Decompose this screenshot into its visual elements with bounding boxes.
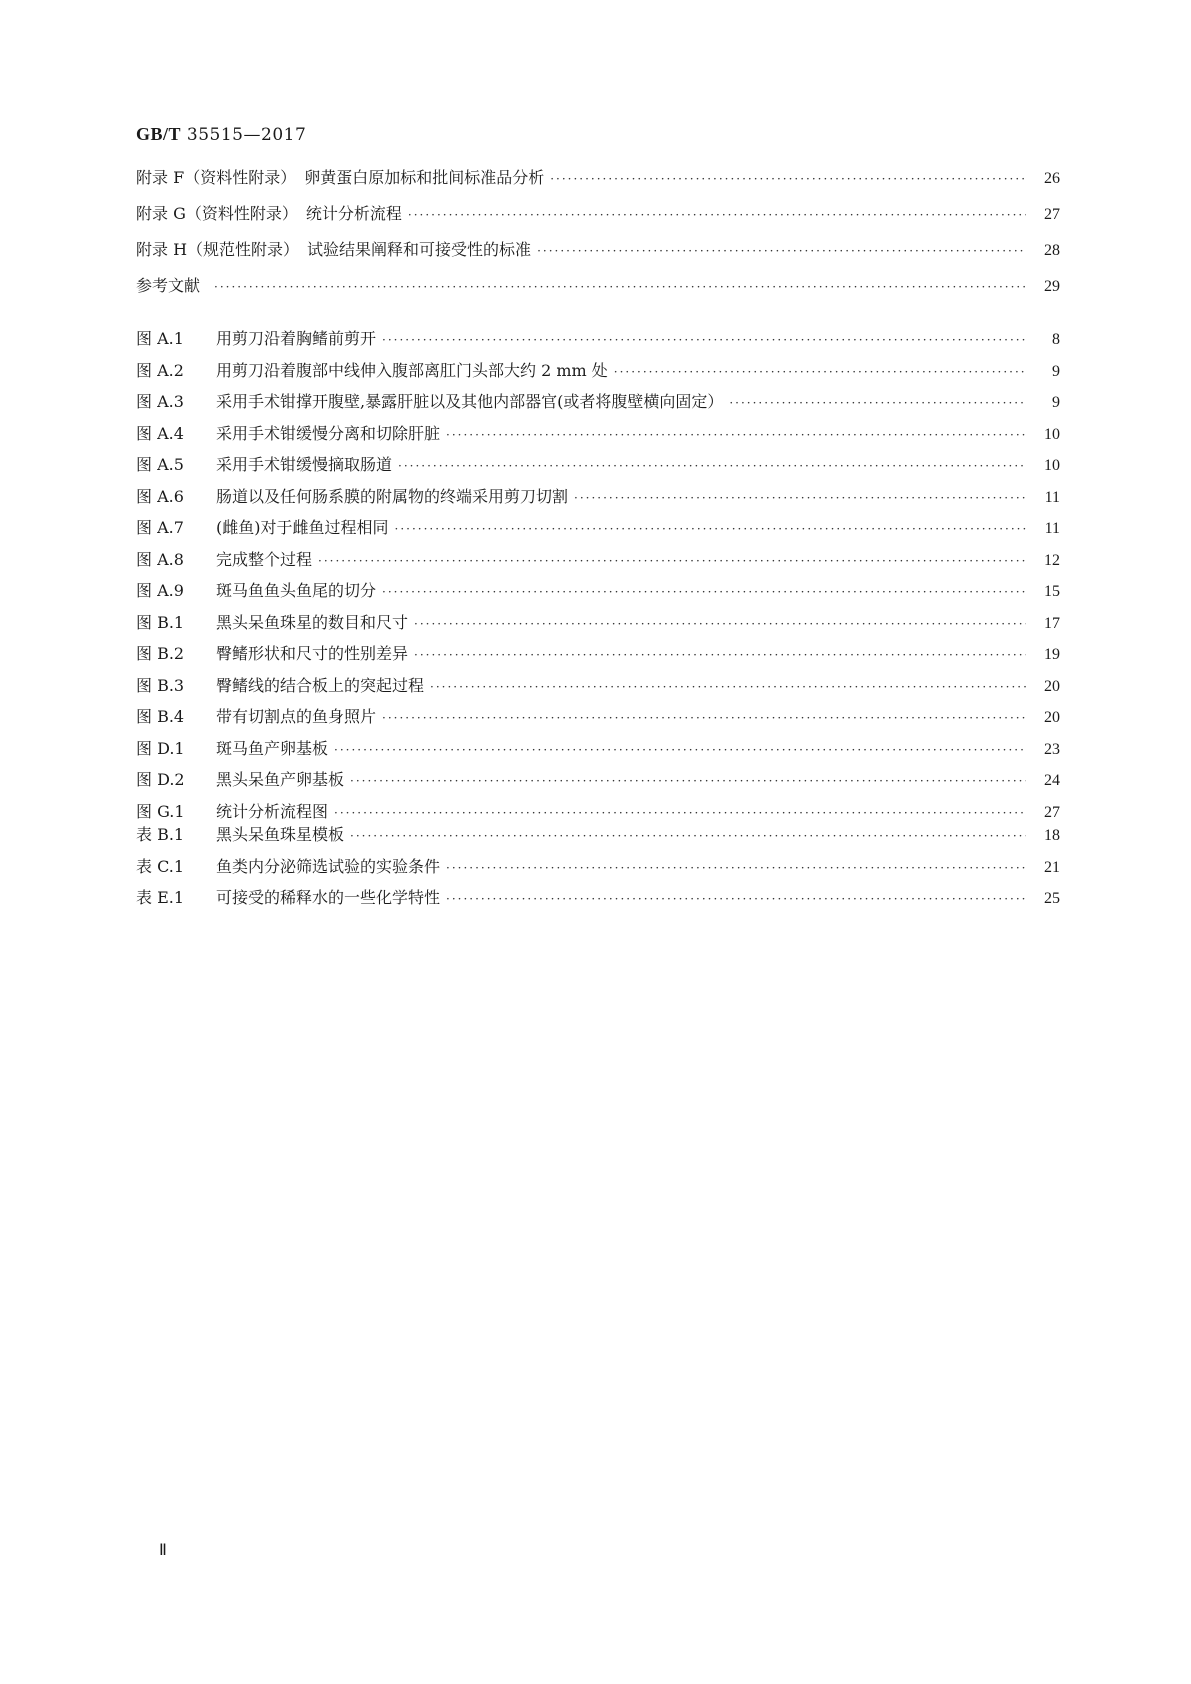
toc-entry[interactable] <box>136 201 1060 237</box>
toc-entry-title: 肠道以及任何肠系膜的附属物的终端采用剪刀切割 <box>216 486 569 506</box>
toc-entry-label: 表 B.1 <box>136 825 185 844</box>
toc-leader-dots <box>395 522 1027 536</box>
toc-entry[interactable] <box>136 885 1060 917</box>
toc-entry-label: 图 A.9 <box>136 581 184 600</box>
toc-entry-label: 图 A.1 <box>136 329 184 348</box>
page-number-roman: Ⅱ <box>159 1542 167 1559</box>
toc-entry[interactable] <box>136 515 1060 547</box>
toc-entry-label: 附录 H（规范性附录） <box>136 240 300 259</box>
toc-entry[interactable] <box>136 547 1060 579</box>
toc-entry-title: 黑头呆鱼产卵基板 <box>216 770 345 789</box>
toc-entry-label: 表 C.1 <box>136 856 185 876</box>
toc-entry-page: 21 <box>1044 858 1060 876</box>
toc-entry-page: 29 <box>1044 278 1060 295</box>
toc-entry-label: 图 A.7 <box>136 518 184 537</box>
toc-entry-title: 卵黄蛋白原加标和批间标准品分析 <box>304 168 545 187</box>
toc-entry-page: 10 <box>1044 457 1060 474</box>
toc-entry-page: 11 <box>1044 520 1060 537</box>
toc-leader-dots <box>729 396 1026 410</box>
toc-entry-title: 用剪刀沿着腹部中线伸入腹部离肛门头部大约 2 mm 处 <box>216 360 608 380</box>
toc-leader-dots <box>550 172 1026 186</box>
toc-entry-page: 28 <box>1044 242 1060 259</box>
toc-entry-title: 可接受的稀释水的一些化学特性 <box>216 888 441 907</box>
toc-leader-dots <box>382 585 1026 599</box>
toc-entry-page: 20 <box>1044 709 1060 726</box>
toc-entry[interactable] <box>136 421 1060 453</box>
toc-entry-title: 用剪刀沿着胸鳍前剪开 <box>216 329 377 348</box>
toc-entry-title: 统计分析流程图 <box>216 801 329 821</box>
toc-entry-page: 9 <box>1052 394 1060 411</box>
toc-entry-title: 带有切割点的鱼身照片 <box>216 707 377 726</box>
toc-entry-label: 图 B.3 <box>136 675 185 695</box>
toc-entry-label: 图 B.1 <box>136 612 185 632</box>
toc-entry-label: 图 D.2 <box>136 770 185 789</box>
toc-entry-label: 图 A.3 <box>136 392 184 411</box>
toc-entry-page: 8 <box>1052 331 1060 348</box>
toc-entry[interactable] <box>136 452 1060 484</box>
toc-leader-dots <box>350 829 1026 843</box>
toc-entry-page: 23 <box>1044 740 1060 758</box>
toc-entry-label: 图 A.5 <box>136 455 184 474</box>
toc-entry[interactable] <box>136 704 1060 736</box>
document-header <box>136 124 306 145</box>
toc-entry[interactable] <box>136 736 1060 768</box>
toc-entry-title: 完成整个过程 <box>216 549 313 569</box>
toc-entry[interactable] <box>136 484 1060 516</box>
toc-entry-page: 19 <box>1044 646 1060 663</box>
toc-leader-dots <box>430 680 1026 694</box>
toc-entry-title: 统计分析流程 <box>305 204 402 223</box>
toc-leader-dots <box>537 244 1026 258</box>
toc-appendix-list <box>136 165 1060 309</box>
toc-leader-dots <box>214 280 1026 294</box>
toc-entry-label: 图 B.2 <box>136 644 185 663</box>
toc-leader-dots <box>414 617 1026 631</box>
toc-leader-dots <box>334 806 1026 820</box>
toc-entry-page: 11 <box>1044 488 1060 506</box>
toc-entry[interactable] <box>136 610 1060 642</box>
toc-entry-label: 参考文献 <box>136 276 201 295</box>
toc-entry-page: 20 <box>1044 677 1060 695</box>
toc-leader-dots <box>334 743 1026 757</box>
toc-entry-label: 图 A.4 <box>136 423 184 443</box>
toc-entry-title: 采用手术钳撑开腹壁,暴露肝脏以及其他内部器官(或者将腹壁横向固定） <box>216 392 724 411</box>
toc-entry-page: 9 <box>1052 362 1060 380</box>
toc-entry-page: 17 <box>1044 614 1060 632</box>
toc-leader-dots <box>414 648 1026 662</box>
toc-entry-page: 25 <box>1044 890 1060 907</box>
toc-entry-page: 26 <box>1044 170 1060 187</box>
toc-entry-page: 27 <box>1044 206 1060 223</box>
toc-entry-title: 黑头呆鱼珠星模板 <box>216 825 345 844</box>
toc-entry[interactable] <box>136 767 1060 799</box>
toc-leader-dots <box>382 333 1026 347</box>
toc-entry-page: 24 <box>1044 772 1060 789</box>
toc-entry-label: 表 E.1 <box>136 888 185 907</box>
toc-entry-title: 斑马鱼鱼头鱼尾的切分 <box>216 581 377 600</box>
toc-figure-list <box>136 326 1060 830</box>
toc-entry-page: 12 <box>1044 551 1060 569</box>
toc-entry-title: 斑马鱼产卵基板 <box>216 738 329 758</box>
toc-entry-label: 图 A.8 <box>136 549 184 569</box>
toc-table-list <box>136 822 1060 917</box>
toc-leader-dots <box>318 554 1026 568</box>
standard-number: 35515—2017 <box>186 125 307 145</box>
toc-entry-page: 10 <box>1044 425 1060 443</box>
toc-leader-dots <box>382 711 1026 725</box>
toc-entry-title: 采用手术钳缓慢分离和切除肝脏 <box>216 423 441 443</box>
toc-entry[interactable] <box>136 237 1060 273</box>
toc-entry-page: 15 <box>1044 583 1060 600</box>
toc-entry-title: 臀鳍形状和尺寸的性别差异 <box>216 644 409 663</box>
toc-leader-dots <box>614 365 1026 379</box>
toc-entry-title: 鱼类内分泌筛选试验的实验条件 <box>216 856 441 876</box>
toc-entry[interactable] <box>136 822 1060 854</box>
toc-leader-dots <box>350 774 1026 788</box>
toc-entry-label: 图 G.1 <box>136 801 185 821</box>
toc-entry-label: 图 A.6 <box>136 486 184 506</box>
toc-entry[interactable] <box>136 578 1060 610</box>
toc-entry-title: 试验结果阐释和可接受性的标准 <box>307 240 532 259</box>
toc-entry-title: 黑头呆鱼珠星的数目和尺寸 <box>216 612 409 632</box>
toc-entry-label: 图 B.4 <box>136 707 185 726</box>
toc-entry-title: 采用手术钳缓慢摘取肠道 <box>216 455 393 474</box>
toc-leader-dots <box>574 491 1026 505</box>
toc-leader-dots <box>446 861 1026 875</box>
toc-entry-label: 图 D.1 <box>136 738 185 758</box>
toc-entry[interactable] <box>136 326 1060 358</box>
toc-entry-page: 18 <box>1044 827 1060 844</box>
toc-entry-label: 附录 F（资料性附录） <box>136 168 297 187</box>
toc-entry[interactable] <box>136 673 1060 705</box>
toc-leader-dots <box>408 208 1026 222</box>
toc-entry[interactable] <box>136 165 1060 201</box>
standard-code: GB/T <box>136 124 182 144</box>
toc-leader-dots <box>398 459 1026 473</box>
toc-entry-title: 臀鳍线的结合板上的突起过程 <box>216 675 425 695</box>
toc-entry-label: 图 A.2 <box>136 360 184 380</box>
toc-entry[interactable] <box>136 273 1060 309</box>
toc-entry-page: 27 <box>1044 803 1060 821</box>
toc-entry[interactable] <box>136 854 1060 886</box>
toc-entry[interactable] <box>136 389 1060 421</box>
toc-entry-label: 附录 G（资料性附录） <box>136 204 298 223</box>
toc-leader-dots <box>446 428 1026 442</box>
toc-leader-dots <box>446 892 1026 906</box>
toc-entry[interactable] <box>136 641 1060 673</box>
toc-entry-title: (雌鱼)对于雌鱼过程相同 <box>216 518 389 537</box>
toc-entry[interactable] <box>136 358 1060 390</box>
